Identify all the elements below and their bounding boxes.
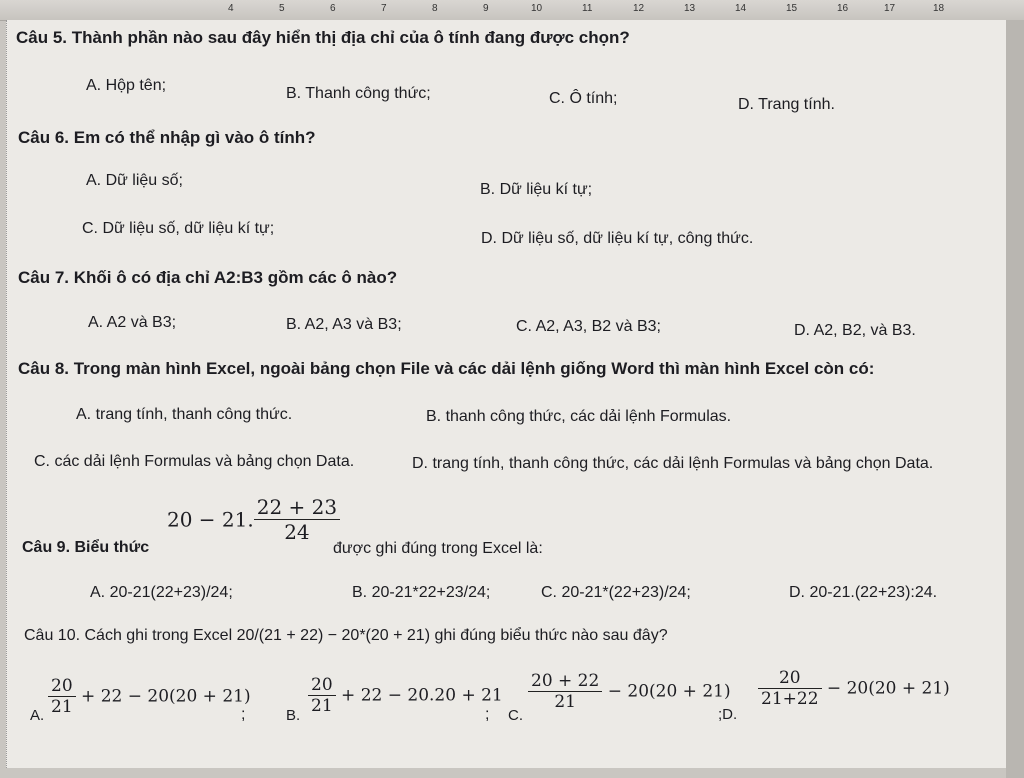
ruler-tick: 7 (381, 3, 387, 14)
expr-numerator: 22 + 23 (254, 495, 340, 520)
q9-option-c: C. 20-21*(22+23)/24; (541, 584, 691, 601)
q8-option-d: D. trang tính, thanh công thức, các dải lệnh Formulas và bảng chọn Data. (412, 455, 934, 472)
q6-option-c: C. Dữ liệu số, dữ liệu kí tự; (82, 220, 275, 237)
q7-option-a: A. A2 và B3; (88, 314, 177, 331)
q5-option-d: D. Trang tính. (738, 96, 835, 113)
q10-b-rest: + 22 − 20.20 + 21 (341, 685, 503, 706)
q7-option-c: C. A2, A3, B2 và B3; (516, 318, 661, 335)
q10-a-den: 21 (51, 697, 73, 717)
q7-option-b: B. A2, A3 và B3; (286, 316, 402, 333)
q10-a-rest: + 22 − 20(20 + 21) (81, 686, 251, 707)
q10-option-d (758, 668, 950, 709)
q9-option-d: D. 20-21.(22+23):24. (789, 584, 938, 601)
ruler-tick: 17 (884, 3, 896, 14)
ruler-tick: 10 (531, 3, 543, 14)
q10-option-b (308, 675, 503, 716)
q10-b-sep: ; (485, 706, 490, 723)
q10-d-den: 21+22 (761, 689, 819, 709)
question-6-title: Câu 6. Em có thể nhập gì vào ô tính? (18, 128, 316, 147)
right-panel-edge (1006, 20, 1024, 778)
q10-d-num: 20 (758, 668, 822, 689)
q8-option-a: A. trang tính, thanh công thức. (76, 406, 293, 423)
ruler-tick: 14 (735, 3, 747, 14)
expr-left: 20 − 21. (167, 507, 254, 532)
ruler-tick: 6 (330, 3, 336, 14)
ruler-tick: 12 (633, 3, 645, 14)
q10-b-num: 20 (308, 675, 336, 696)
q10-a-sep: ; (241, 706, 246, 723)
q6-option-a: A. Dữ liệu số; (86, 172, 183, 189)
question-7-title: Câu 7. Khối ô có địa chỉ A2:B3 gồm các ô nào? (18, 268, 398, 287)
question-9-label: Câu 9. Biểu thức (22, 539, 150, 556)
expr-denominator: 24 (284, 520, 310, 544)
q10-b-fraction (308, 675, 336, 716)
q10-c-sep: ;D. (718, 706, 738, 723)
q9-option-a: A. 20-21(22+23)/24; (90, 584, 233, 601)
q10-option-c-label: C. (508, 707, 523, 724)
q6-option-d: D. Dữ liệu số, dữ liệu kí tự, công thức. (481, 230, 754, 247)
q10-option-a-label: A. (30, 707, 45, 724)
ruler-tick: 11 (582, 3, 593, 14)
q10-d-fraction (758, 668, 822, 709)
q10-c-num: 20 + 22 (528, 671, 602, 692)
q10-option-a (48, 676, 251, 717)
question-5-title: Câu 5. Thành phần nào sau đây hiển thị địa chỉ của ô tính đang được chọn? (16, 28, 630, 47)
ruler-tick: 4 (228, 3, 234, 14)
q10-d-rest: − 20(20 + 21) (826, 678, 950, 699)
q5-option-a: A. Hộp tên; (86, 77, 167, 94)
q10-a-num: 20 (48, 676, 76, 697)
q10-b-den: 21 (311, 696, 333, 716)
q5-option-c: C. Ô tính; (549, 90, 618, 107)
question-8-title: Câu 8. Trong màn hình Excel, ngoài bảng chọn File và các dải lệnh giống Word thì màn hình Excel còn có: (18, 359, 875, 378)
ruler-tick: 13 (684, 3, 696, 14)
q10-c-den: 21 (554, 692, 576, 712)
q7-option-d: D. A2, B2, và B3. (794, 322, 916, 339)
ruler-tick: 15 (786, 3, 798, 14)
ruler-tick: 9 (483, 3, 489, 14)
q9-option-b: B. 20-21*22+23/24; (352, 584, 491, 601)
question-9-text: được ghi đúng trong Excel là: (333, 540, 543, 557)
expr-fraction (254, 495, 340, 544)
question-9-expression (167, 495, 340, 544)
horizontal-ruler (0, 0, 1024, 21)
q6-option-b: B. Dữ liệu kí tự; (480, 181, 593, 198)
q10-option-b-label: B. (286, 707, 301, 724)
q8-option-c: C. các dải lệnh Formulas và bảng chọn Data. (34, 453, 355, 470)
ruler-tick: 8 (432, 3, 438, 14)
q10-option-c (528, 671, 731, 712)
ruler-tick: 5 (279, 3, 285, 14)
q10-a-fraction (48, 676, 76, 717)
q5-option-b: B. Thanh công thức; (286, 85, 431, 102)
q10-c-rest: − 20(20 + 21) (607, 681, 731, 702)
ruler-tick: 18 (933, 3, 945, 14)
question-10-title: Câu 10. Cách ghi trong Excel 20/(21 + 22) − 20*(20 + 21) ghi đúng biểu thức nào sau đây? (24, 627, 668, 644)
q8-option-b: B. thanh công thức, các dải lệnh Formulas. (426, 408, 732, 425)
ruler-tick: 16 (837, 3, 849, 14)
q10-c-fraction (528, 671, 602, 712)
